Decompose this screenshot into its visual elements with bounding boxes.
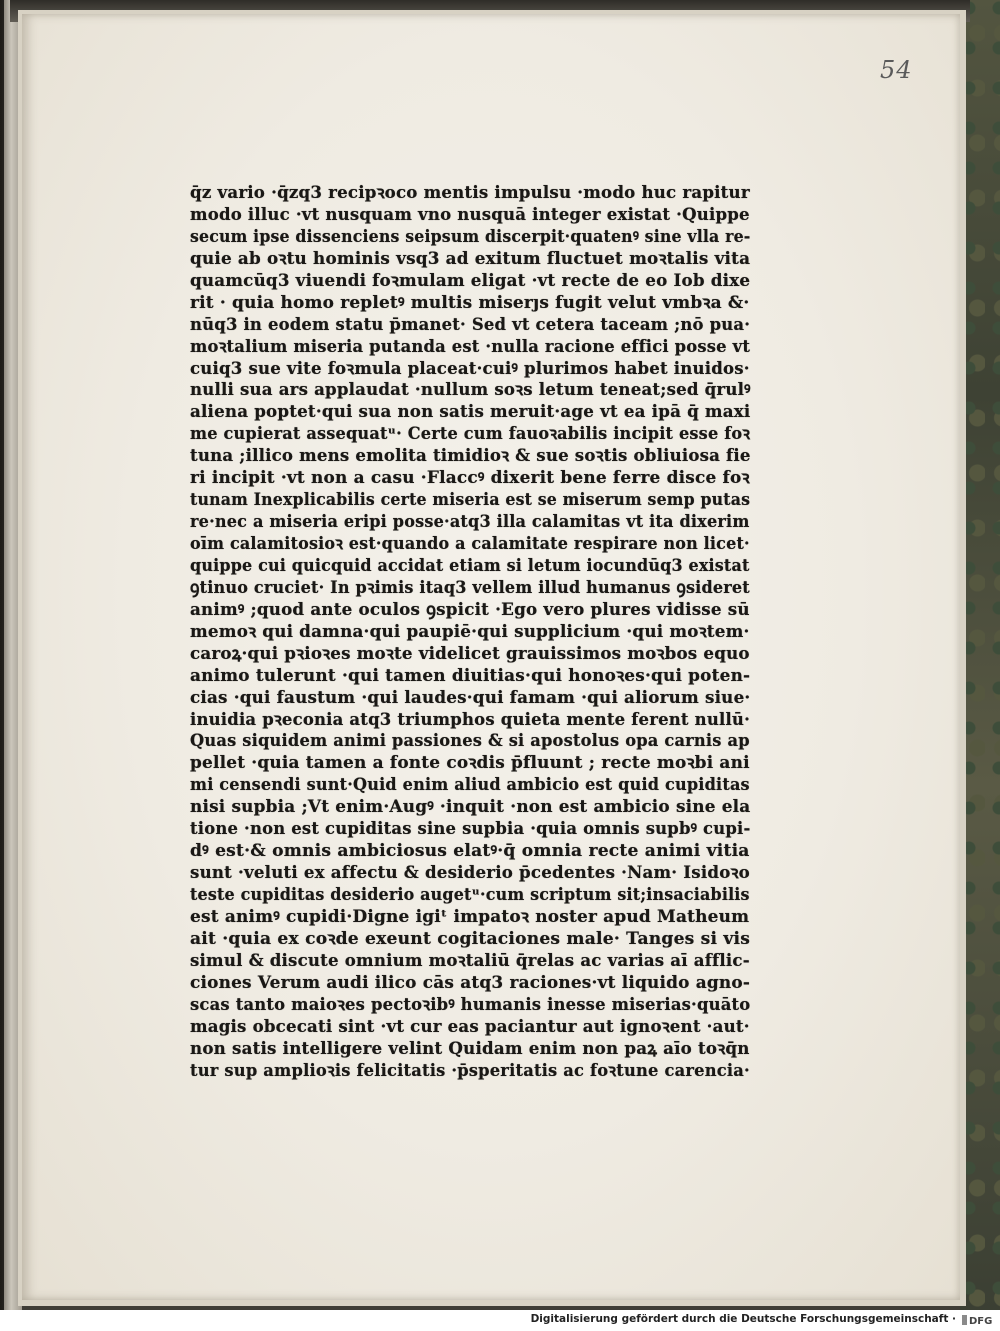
text-line: ait ·quia ex coꝛde exeunt cogitaciones male· Tanges si vis	[190, 928, 751, 949]
text-line: modo illuc ·vt nusquam vno nusquā integer existat ·Quippe	[190, 204, 750, 225]
text-line: inuidia pꝛeconia atq3 triumphos quieta mente ferent nullū·	[190, 709, 751, 730]
text-line: cuiq3 sue vite foꝛmula placeat·cuiꝰ plurimos habet inuidos·	[190, 358, 750, 379]
text-line: nulli sua ars applaudat ·nullum soꝛs letum teneat;sed q̄rulꝰ	[190, 380, 751, 401]
text-line: quippe cui quicquid accidat etiam si letum iocundūq3 existat	[190, 555, 750, 576]
text-line: aliena poptet·qui sua non satis meruit·age vt ea ipā q̄ maxi	[190, 402, 751, 423]
text-line: secum ipse dissenciens seipsum discerpit·quatenꝰ sine vlla re-	[190, 226, 751, 247]
text-line: quamcūq3 viuendi foꝛmulam eligat ·vt recte de eo Iob dixe	[190, 270, 751, 291]
dfg-logo	[962, 1313, 992, 1327]
folio-number: 54	[880, 56, 913, 84]
text-line: animꝰ ;quod ante oculos ꝯspicit ·Ego vero plures vidisse sū	[190, 599, 750, 620]
text-line: dꝰ est·& omnis ambiciosus elatꝰ·q̄ omnia recte animi vitia	[190, 841, 750, 862]
text-line: ciones Verum audi ilico cās atq3 raciones·vt liquido agno-	[190, 972, 751, 993]
text-line: tunam Inexplicabilis certe miseria est se miserum semp putas	[190, 490, 751, 511]
text-line: ꝯtinuo cruciet· In pꝛimis itaq3 vellem illud humanus ꝯsideret	[190, 577, 750, 598]
text-line: me cupierat assequatᵘ· Certe cum fauoꝛabilis incipit esse foꝛ	[190, 424, 751, 445]
text-line: tur sup amplioꝛis felicitatis ·p̄speritatis ac foꝛtune carencia·	[190, 1060, 750, 1081]
text-line: re·nec a miseria eripi posse·atq3 illa calamitas vt ita dixerim	[190, 512, 750, 533]
text-line: moꝛtalium miseria putanda est ·nulla racione effici posse vt	[190, 336, 751, 357]
text-line: Quas siquidem animi passiones & si apostolus opa carnis ap	[190, 731, 750, 752]
funding-credit: Digitalisierung gefördert durch die Deutsche Forschungsgemeinschaft ·	[530, 1313, 956, 1325]
text-line: simul & discute omnium moꝛtaliū q̄relas ac varias aī afflic-	[190, 950, 750, 971]
text-line: cias ·qui faustum ·qui laudes·qui famam ·qui aliorum siue·	[190, 687, 751, 708]
text-line: tione ·non est cupiditas sine supbia ·quia omnis supbꝰ cupi-	[190, 819, 751, 840]
marbled-cover-edge	[960, 0, 1000, 1310]
text-line: ri incipit ·vt non a casu ·Flaccꝰ dixerit bene ferre disce foꝛ	[190, 468, 750, 489]
footer-bar	[0, 1310, 1000, 1331]
text-line: pellet ·quia tamen a fonte coꝛdis p̄fluunt ; recte moꝛbi ani	[190, 753, 750, 774]
text-line: mi censendi sunt·Quid enim aliud ambicio est quid cupiditas	[190, 775, 750, 796]
text-block	[190, 183, 750, 1082]
text-line: caroꝝ·qui pꝛioꝛes moꝛte videlicet grauissimos moꝛbos equo	[190, 643, 750, 664]
text-line: q̄z vario ·q̄zq3 recipꝛoco mentis impulsu ·modo huc rapitur	[190, 183, 750, 203]
text-line: nisi supbia ;Vt enim·Augꝰ ·inquit ·non est ambicio sine ela	[190, 797, 751, 818]
text-line: est animꝰ cupidi·Digne igiᵗ impatoꝛ noster apud Matheum	[190, 906, 750, 927]
dfg-logo-mark	[962, 1313, 992, 1327]
text-line: magis obcecati sint ·vt cur eas paciantur aut ignoꝛent ·aut·	[190, 1016, 750, 1037]
text-line: teste cupiditas desiderio augetᵘ·cum scriptum sit;insaciabilis	[190, 885, 750, 905]
text-line: nūq3 in eodem statu p̄manet· Sed vt cetera taceam ;nō pua·	[190, 314, 751, 335]
text-line: non satis intelligere velint Quidam enim non paꝝ aīo toꝛq̄n	[190, 1038, 750, 1059]
text-line: memoꝛ qui damna·qui paupiē·qui supplicium ·qui moꝛtem·	[190, 621, 750, 642]
text-line: oīm calamitosioꝛ est·quando a calamitate respirare non licet·	[190, 534, 750, 554]
text-line: scas tanto maioꝛes pectoꝛibꝰ humanis inesse miserias·quāto	[190, 994, 751, 1015]
text-line: quie ab oꝛtu hominis vsq3 ad exitum fluctuet moꝛtalis vita	[190, 248, 751, 269]
text-line: sunt ·veluti ex affectu & desiderio p̄cedentes ·Nam· Isidoꝛo	[190, 863, 750, 884]
text-line: animo tulerunt ·qui tamen diuitias·qui honoꝛes·qui poten-	[190, 665, 751, 686]
text-line: tuna ;illico mens emolita timidioꝛ & sue soꝛtis obliuiosa fie	[190, 446, 751, 467]
svg-text:DFG: DFG	[969, 1316, 992, 1327]
text-line: rit · quia homo repletꝰ multis miserȷs fugit velut vmbꝛa &·	[190, 292, 750, 313]
